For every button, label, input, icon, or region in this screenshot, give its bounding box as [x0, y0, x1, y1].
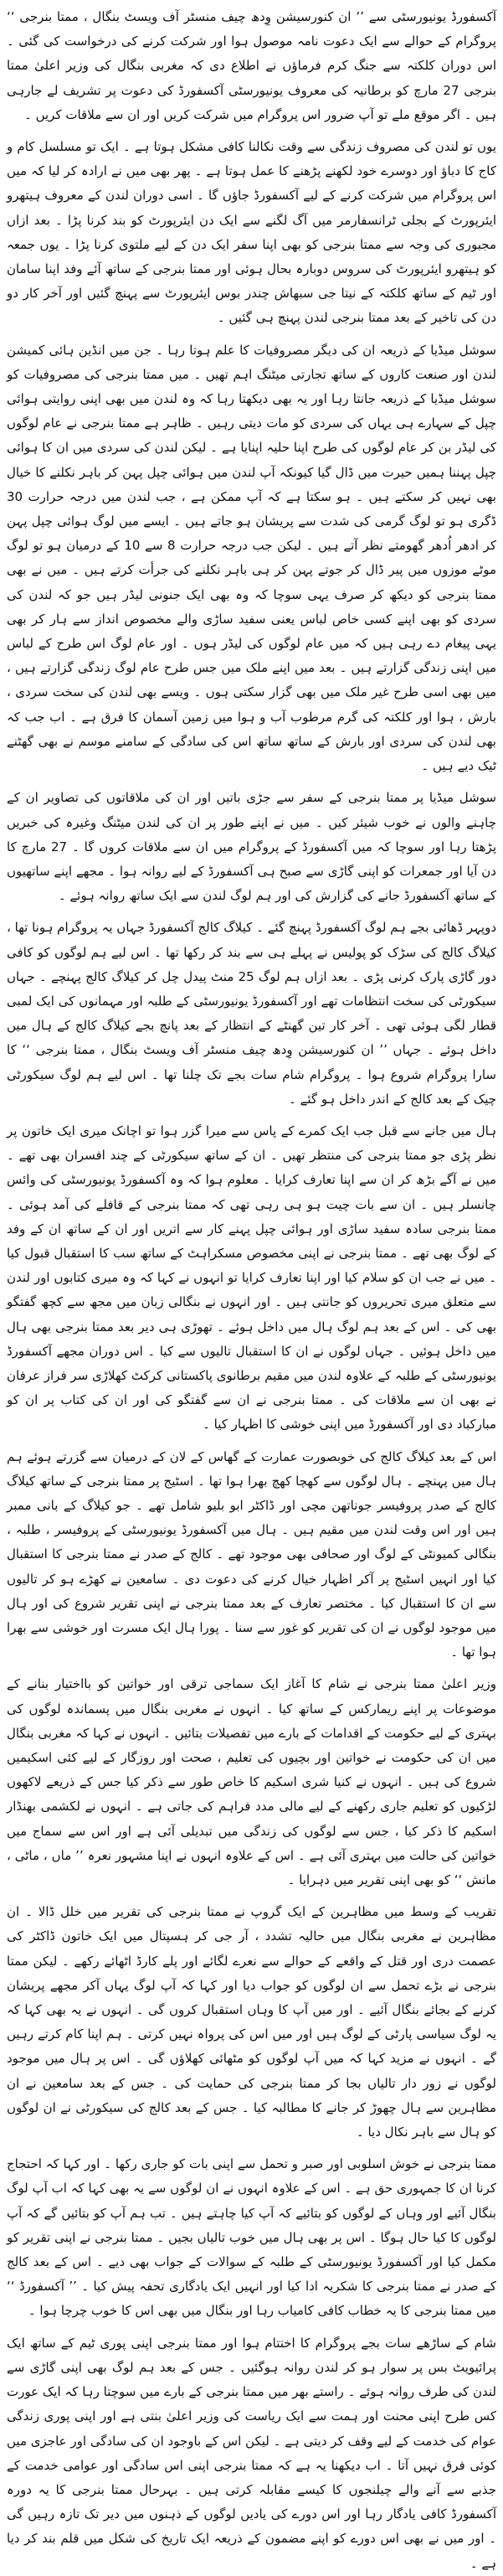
article-paragraph-1: آکسفورڈ یونیورسٹی سے ’’ ان کنورسیشن وِدھ چیف منسٹر آف ویسٹ بنگال ، ممتا بنرجی ‘‘ پروگرام کے حوالے سے ایک دعوت نامہ موصول ہوا اور شرکت کرنے کی درخواست کی گئی ۔ اس دوران کلکتہ سے جنگ کرم فرماؤں نے اطلاع دی کہ مغربی بنگال کی وزیر اعلیٰ ممتا بنرجی 27 مارچ کو برطانیہ کی معروف یونیورسٹی آکسفورڈ کی دعوت پر تشریف لے جارہی ہیں ۔ اگر موقع ملے تو آپ ضرور اس پروگرام میں شرکت کریں اور ان سے ملاقات کریں ۔ — [7, 9, 497, 122]
article-paragraph-5: دوپہر ڈھائی بجے ہم لوگ آکسفورڈ پہنچ گئے ۔ کیلاگ کالج آکسفورڈ جہاں یہ پروگرام ہونا تھا ، کیلاگ کالج کی سڑک کو پولیس نے پہلے ہی سے بند کر رکھا تھا ۔ اس لیے ہم لوگوں کو کافی دور گاڑی پارک کرنی پڑی ۔ بعد ازاں ہم لوگ 25 منٹ پیدل چل کر کیلاگ کالج پہنچے ۔ جہاں سیکورٹی کی سخت انتظامات تھے اور آکسفورڈ یونیورسٹی کے طلبہ اور مہمانوں کی ایک لمبی قطار لگی ہوئی تھی ۔ آخر کار تین گھنٹے کے انتظار کے بعد پانچ بجے کیلاگ کالج کے ہال میں داخل ہوئے ۔ جہاں ’’ ان کنورسیشن وِدھ چیف منسٹر آف ویسٹ بنگال ، ممتا بنرجی ‘‘ کا سارا پروگرام شروع ہوا ۔ پروگرام شام سات بجے تک چلنا تھا ۔ اس لیے ہم لوگ سیکورٹی چیک کے بعد کالج کے اندر داخل ہو گئے ۔ — [7, 920, 496, 1107]
article-paragraph-7: اس کے بعد کیلاگ کالج کی خوبصورت عمارت کے گھاس کے لان کے درمیان سے گزرتے ہوئے ہم ہال میں پہنچے ۔ ہال لوگوں سے کھچا کھچ بھرا ہوا تھا ۔ اسٹیج پر ممتا بنرجی کے ساتھ کیلاگ کالج کے صدر پروفیسر جوناتھن مچی اور ڈاکٹر ابو بلیو شامل تھے ۔ جو کیلاگ کے بانی ممبر ہیں اور اس وقت لندن میں مقیم ہیں ۔ ہال میں آکسفورڈ یونیورسٹی کے پروفیسر ، طلبہ ، بنگالی کمیونٹی کے لوگ اور صحافی بھی موجود تھے ۔ کالج کے صدر نے ممتا بنرجی کا استقبال کیا اور انہیں اسٹیج پر آکر اظہار خیال کرنے کی دعوت دی ۔ سامعین نے کھڑے ہو کر تالیوں سے ان کا استقبال کیا ۔ مختصر تعارف کے بعد ممتا بنرجی نے اپنی تقریر شروع کی اور ہال میں موجود لوگوں نے ان کی تقریر کو غور سے سنا ۔ پورا ہال ایک مسرت اور خوشی سے بھرا ہوا تھا ۔ — [7, 1448, 496, 1660]
article-paragraph-11: شام کے ساڑھے سات بجے پروگرام کا اختتام ہوا اور ممتا بنرجی اپنی پوری ٹیم کے ساتھ ایک پرائیویٹ بس پر سوار ہو کر لندن روانہ ہوگئیں ۔ جس کے بعد ہم لوگ بھی اپنی گاڑی سے لندن کی طرف روانہ ہوئے ۔ راستے بھر میں ممتا بنرجی کے بارے میں سوچتا رہا کہ ایک عورت کس طرح اپنی محنت اور ہمت سے ایک ریاست کی وزیر اعلیٰ بنتی ہے اور اپنی پوری زندگی عوام کی خدمت کے لیے وقف کر دیتی ہے ۔ لیکن اس کے باوجود ان کی سادگی اور عاجزی میں کوئی فرق نہیں آتا ۔ اب دیکھنا یہ ہے کہ ممتا بنرجی اپنی اس سادگی اور عوامی خدمت کے جذبے سے آنے والے چیلنجوں کا کیسے مقابلہ کرتی ہیں ۔ بہرحال ممتا بنرجی کا یہ دورہ آکسفورڈ کافی یادگار رہا اور اس دورے کی یادیں لوگوں کے ذہنوں میں دیر تک تازہ رہیں گی ۔ اور میں نے بھی اس دورے کو اپنے مضمون کے ذریعہ ایک تاریخ کی شکل میں قلم بند کر دیا ہے ۔ — [7, 2335, 496, 2571]
article-paragraph-10: ممتا بنرجی نے خوش اسلوبی اور صبر و تحمل سے اپنی بات کو جاری رکھا ۔ اور کہا کہ احتجاج کرنا ان کا جمہوری حق ہے ۔ اس کے علاوہ انہوں نے ان لوگوں سے یہ بھی کہا کہ اب آپ لوگ بنگال آئیے اور وہاں کے لوگوں کو بتائیے کہ آپ کیا چاہتے ہیں ۔ تب ہم آپ کو بتائیں گے کہ آپ لوگوں کا کیا حال ہوگا ۔ اس پر بھی ہال میں خوب تالیاں بجیں ۔ ممتا بنرجی نے اپنی تقریر کو مکمل کیا اور آکسفورڈ یونیورسٹی کے طلبہ کے سوالات کے جواب بھی دیے ۔ اس کے بعد کالج کے صدر نے ممتا بنرجی کا شکریہ ادا کیا اور انہیں ایک یادگاری تحفہ پیش کیا ۔ ’’ آکسفورڈ ‘‘ میں ممتا بنرجی کا یہ خطاب کافی کامیاب رہا اور بنگال میں بھی اس کا خوب چرچا ہوا ۔ — [7, 2156, 496, 2319]
article-paragraph-2: یوں تو لندن کی مصروف زندگی سے وقت نکالنا کافی مشکل ہوتا ہے ۔ ایک تو مسلسل کام و کاج کا دباؤ اور دوسرے خود لکھنے پڑھنے کا عمل ہوتا ہے ۔ پھر بھی میں نے ارادہ کر لیا کہ میں اس پروگرام میں شرکت کرنے کے لیے آکسفورڈ جاؤں گا ۔ اسی دوران لندن کے معروف ہیتھرو ایئرپورٹ کے بجلی ٹرانسفارمر میں آگ لگنے سے ایک دن ایئرپورٹ کو بند کرنا پڑا ۔ بعد ازاں مجبوری کی وجہ سے ممتا بنرجی کو بھی اپنا سفر ایک دن کے لیے ملتوی کرنا پڑا ۔ یوں جمعہ کو ہیتھرو ایئرپورٹ کی سروس دوبارہ بحال ہوئی اور ممتا بنرجی کے ساتھ آئے وفد اپنا سامان اور ٹیم کے ساتھ کلکتہ کے نیتا جی سبھاش چندر بوس ایئرپورٹ سے پہنچ گئیں اور آخر کار دو دن کی تاخیر کے بعد ممتا بنرجی لندن پہنچ ہی گئیں ۔ — [7, 139, 496, 326]
article-body — [7, 5, 496, 2576]
article-paragraph-9: تقریب کے وسط میں مظاہرین کے ایک گروپ نے ممتا بنرجی کی تقریر میں خلل ڈالا ۔ ان مظاہرین نے مغربی بنگال میں حالیہ تشدد ، آر جی کر ہسپتال میں ایک خاتون ڈاکٹر کی عصمت دری اور قتل کے واقعے کے حوالے سے نعرے لگائے اور پلے کارڈ اٹھائے رکھے ۔ لیکن ممتا بنرجی نے بڑے تحمل سے ان لوگوں کو جواب دیا اور کہا کہ آپ لوگ یہاں آکر مجھے پریشان کرنے کے بجائے بنگال آئیے ۔ اور میں آپ کا وہاں استقبال کروں گی ۔ انہوں نے یہ بھی کہا کہ یہ لوگ سیاسی پارٹی کے لوگ ہیں اور میں اس کی پرواہ نہیں کرتی ۔ ہم اپنا کام کرتے رہیں گے ۔ انہوں نے مزید کہا کہ میں آپ لوگوں کو مٹھائی کھلاؤں گی ۔ اس پر ہال میں موجود لوگوں نے زور دار تالیاں بجا کر ممتا بنرجی کی حمایت کی ۔ جس کے بعد سامعین نے ان مظاہرین سے ہال چھوڑ کر جانے کا مطالبہ کیا ۔ جس کے بعد کالج کی سیکورٹی نے ان لوگوں کو ہال سے باہر نکال دیا ۔ — [7, 1904, 496, 2140]
article-paragraph-8: وزیر اعلیٰ ممتا بنرجی نے شام کا آغاز ایک سماجی ترقی اور خواتین کو بااختیار بنانے کے موضوعات پر اپنے ریمارکس کے ساتھ کیا ۔ انہوں نے مغربی بنگال میں پسماندہ لوگوں کی بہتری کے لیے حکومت کے اقدامات کے بارے میں تفصیلات بتائیں ۔ انہوں نے کہا کہ مغربی بنگال میں ان کی حکومت نے خواتین اور بچیوں کی تعلیم ، صحت اور روزگار کے لیے کئی اسکیمیں شروع کی ہیں ۔ انہوں نے کنیا شری اسکیم کا خاص طور سے ذکر کیا جس کے ذریعے لاکھوں لڑکیوں کو تعلیم جاری رکھنے کے لیے مالی مدد فراہم کی جاتی ہے ۔ انہوں نے لکشمی بھنڈار اسکیم کا ذکر کیا ، جس سے لوگوں کی زندگی میں تبدیلی آئی ہے اور اس سے سماج میں خواتین کی حالت میں بہتری آئی ہے ۔ اس کے علاوہ انہوں نے اپنا مشہور نعرہ ’’ ماں ، ماٹی ، مانش ‘‘ کو بھی اپنی تقریر میں دہرایا ۔ — [7, 1676, 496, 1888]
article-paragraph-6: ہال میں جانے سے قبل جب ایک کمرے کے پاس سے میرا گزر ہوا تو اچانک میری ایک خاتون پر نظر پڑی جو ممتا بنرجی کی منتظر تھیں ۔ ان کے ساتھ سیکورٹی کے چند افسران بھی تھے ۔ میں نے آگے بڑھ کر ان سے اپنا تعارف کرایا ۔ معلوم ہوا کہ وہ آکسفورڈ یونیورسٹی کی وائس چانسلر ہیں ۔ ان سے بات چیت ہو ہی رہی تھی کہ ممتا بنرجی کے قافلے کی آمد ہوئی ۔ ممتا بنرجی سادہ سفید ساڑی اور ہوائی چپل پہنے کار سے اتریں اور ان کے ساتھ ان کے وفد کے لوگ بھی تھے ۔ ممتا بنرجی نے اپنی مخصوص مسکراہٹ کے ساتھ سب کا استقبال قبول کیا ۔ میں نے جب ان کو سلام کیا اور اپنا تعارف کرایا تو انہوں نے کہا کہ وہ میری کتابوں اور لندن سے متعلق میری تحریروں کو جانتی ہیں ۔ اور انہوں نے بنگالی زبان میں مجھ سے کچھ گفتگو بھی کی ۔ اس کے بعد ہم لوگ ہال میں داخل ہوئے ۔ تھوڑی ہی دیر بعد ممتا بنرجی بھی ہال میں داخل ہوئیں ۔ جہاں لوگوں نے ان کا استقبال تالیوں سے کیا ۔ اس دوران مجھے آکسفورڈ یونیورسٹی کے طلبہ کے علاوہ لندن میں مقیم برطانوی پاکستانی کرکٹ کھلاڑی سر فراز عرفان نے بھی ان سے ملاقات کی ۔ ممتا بنرجی نے ان سے گفتگو کی اور ان کی کتاب پر ان کو مبارکباد دی اور آکسفورڈ میں اپنی خوشی کا اظہار کیا ۔ — [7, 1123, 496, 1433]
article-paragraph-3: سوشل میڈیا کے ذریعہ ان کی دیگر مصروفیات کا علم ہوتا رہا ۔ جن میں انڈین ہائی کمیشن لندن اور صنعت کاروں کے ساتھ تجارتی میٹنگ اہم تھیں ۔ میں ممتا بنرجی کی مصروفیات کو سوشل میڈیا کے ذریعہ جانتا رہا اور یہ بھی دیکھتا رہا کہ وہ لندن میں بھی اپنی روایتی ہوائی چپل کے سہارے ہی یہاں کی سردی کو مات دیتی رہیں ۔ ظاہر ہے ممتا بنرجی نے عام لوگوں کی لیڈر بن کر عام لوگوں کی طرح اپنا حلیہ اپنایا ہے ۔ لیکن لندن کی سردی میں ان کا ہوائی چپل پہننا ہمیں حیرت میں ڈال گیا کیونکہ آپ لندن میں ہوائی چپل پہن کر باہر نکلنے کا خیال بھی نہیں کر سکتے ہیں ۔ ہو سکتا ہے کہ آپ ممکن ہے ، جب لندن میں درجہ حرارت 30 ڈگری ہو تو لوگ گرمی کی شدت سے پریشان ہو جاتے ہیں ۔ ایسے میں لوگ ہوائی چپل پہن کر ادھر اُدھر گھومتے نظر آتے ہیں ۔ لیکن جب درجہ حرارت 8 سے 10 کے درمیان ہو تو لوگ موٹے موزوں میں پیر ڈال کر جوتے پہن کر ہی باہر نکلنے کی جرأت کرتے ہیں ۔ میں نے بھی ممتا بنرجی کو دیکھ کر صرف یہی سوچا کہ وہ بھی ایک جنونی لیڈر ہیں جو کہ لندن کی سردی کو بھی اپنے کسی خاص لباس یعنی سفید ساڑی والے مخصوص انداز سے ہار کر بھی یہی پیغام دے رہی ہیں کہ میں عام لوگوں کی لیڈر ہوں ۔ اور عام لوگ اس طرح کے لباس میں اپنی زندگی گزارتے ہیں ۔ بعد میں اپنے ملک میں جس طرح عام لوگ زندگی گزارتے ہیں ، میں بھی اسی طرح غیر ملک میں بھی گزار سکتی ہوں ۔ ویسے بھی لندن کی سخت سردی ، بارش ، ہوا اور کلکتہ کی گرم مرطوب آب و ہوا میں زمین آسمان کا فرق ہے ۔ اب جب کہ بھی لندن کی سردی اور بارش کے ساتھ ساتھ اس کی سادگی کے سامنے موسم نے بھی گھٹنے ٹیک دیے ہیں ۔ — [7, 342, 496, 774]
article-paragraph-4: سوشل میڈیا پر ممتا بنرجی کے سفر سے جڑی باتیں اور ان کی ملاقاتوں کی تصاویر ان کے چاہنے والوں نے خوب شیئر کیں ۔ میں نے اپنے طور پر ان کی لندن میٹنگ وغیرہ کی خبریں پڑھتا رہا اور سوچا کہ میں آکسفورڈ کے پروگرام میں ان سے ملاقات کروں گا ۔ 27 مارچ کا دن آیا اور جمعرات کو اپنی گاڑی سے صبح ہی آکسفورڈ کے لیے روانہ ہوا ۔ مجھے اپنے ساتھیوں کے ساتھ آکسفورڈ جانے کی گزارش کی اور ہم لوگ لندن سے ایک ساتھ روانہ ہوئے ۔ — [7, 790, 496, 904]
